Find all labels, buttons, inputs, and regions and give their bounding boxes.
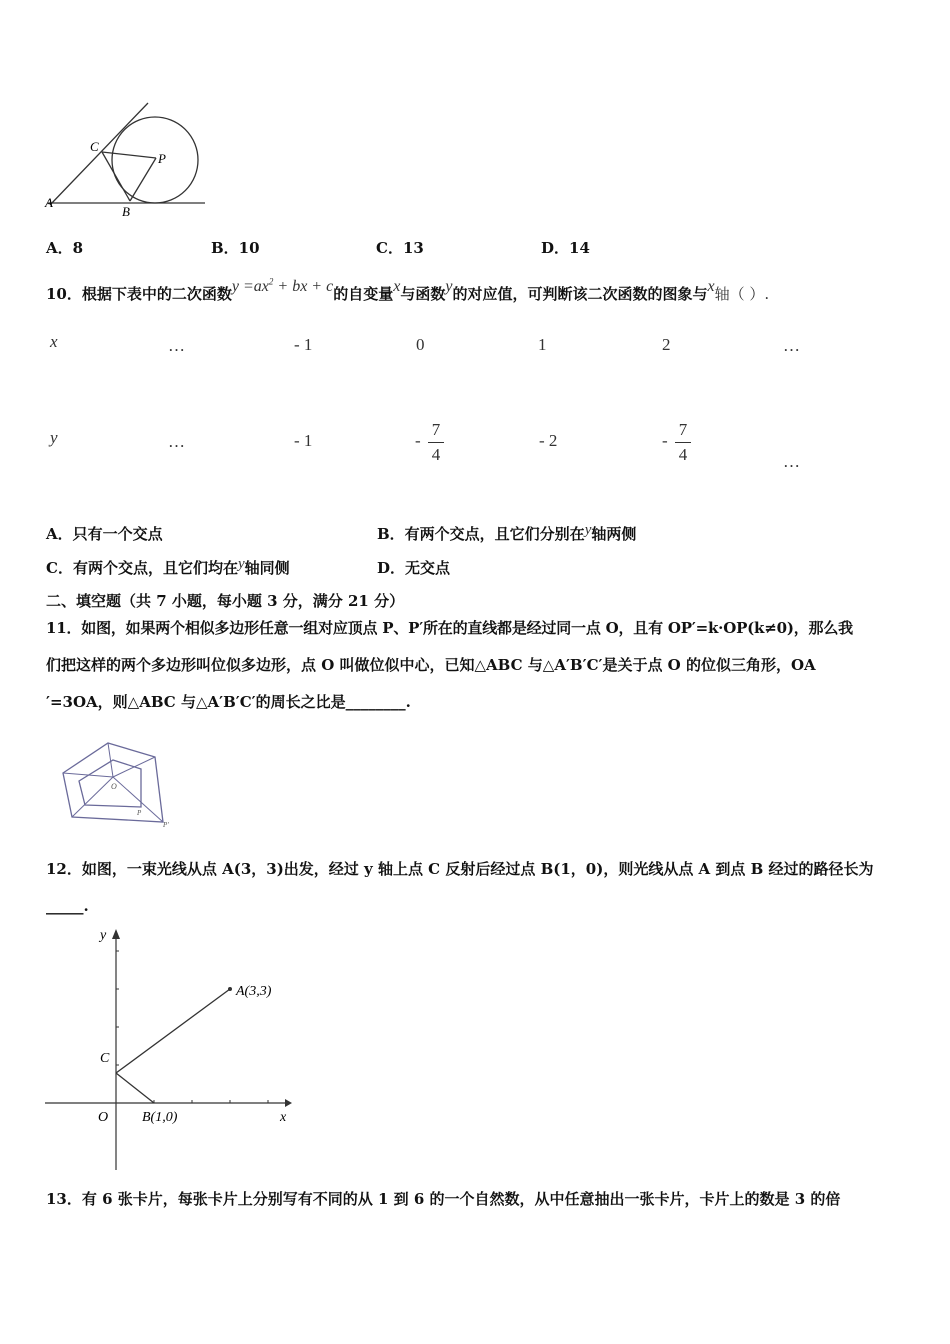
q10-text-3: 与函数 xyxy=(400,285,446,303)
q11-figure xyxy=(55,735,185,830)
ray-cb xyxy=(116,1073,154,1103)
q10-table-y-cell: - 1 xyxy=(294,431,313,450)
q10-table-y-cell: … xyxy=(783,452,800,471)
inner-pentagon xyxy=(79,760,141,807)
q10-fraction-numerator: 7 xyxy=(678,420,688,439)
label-c: C xyxy=(90,139,99,154)
q10-fraction-denominator: 4 xyxy=(431,445,441,464)
q10-var-x: x xyxy=(393,278,401,295)
q10-fraction-bar xyxy=(675,442,691,443)
q10-table-y-cell: - 2 xyxy=(539,431,558,450)
label-y: y xyxy=(100,928,107,943)
q10-fraction-denominator: 4 xyxy=(678,445,688,464)
q10-table-x-cell: … xyxy=(783,336,800,355)
ray xyxy=(63,773,113,777)
q10-text-2: 的自变量 xyxy=(333,285,394,303)
label-p: P xyxy=(158,151,166,166)
section-heading: 二、填空题（共 7 小题，每小题 3 分，满分 21 分） xyxy=(46,592,405,610)
q10-option-b-var: y xyxy=(584,522,592,538)
q10-table-x-cell: 1 xyxy=(538,335,547,354)
q10-number: 10． xyxy=(46,285,82,303)
ray xyxy=(72,777,113,817)
q10-table-x-label: x xyxy=(50,332,58,351)
q10-table-x-cell: … xyxy=(168,336,185,355)
q10-text-1: 根据下表中的二次函数 xyxy=(81,285,232,303)
q12-figure xyxy=(40,925,300,1175)
point-a xyxy=(228,987,232,991)
q10-var-y: y xyxy=(445,278,453,295)
label-p-prime: P′ xyxy=(163,821,169,829)
q10-formula-a: y =ax xyxy=(231,278,269,295)
label-x: x xyxy=(280,1110,287,1125)
ray xyxy=(113,757,155,777)
segment-pb xyxy=(130,158,156,201)
q12-line-2: _____. xyxy=(46,897,89,915)
q10-option-d: D．无交点 xyxy=(377,559,451,577)
q10-option-b-post: 轴两侧 xyxy=(591,525,637,543)
label-a: A xyxy=(45,195,53,210)
q11-line-3: ′=3OA，则△ABC 与△A′B′C′的周长之比是________. xyxy=(46,693,411,711)
q10-table-x-cell: - 1 xyxy=(294,335,313,354)
tangent-line-ac xyxy=(50,103,148,205)
q10-option-c xyxy=(46,557,290,578)
q10-stem xyxy=(46,276,770,304)
q10-text-5: 轴（ ）. xyxy=(714,285,770,303)
q10-fraction-bar xyxy=(428,442,444,443)
q9-option-c: C．13 xyxy=(376,239,424,257)
q10-table-x-cell: 2 xyxy=(662,335,671,354)
segment-cb xyxy=(102,152,130,201)
y-axis-arrow xyxy=(112,929,120,939)
q10-option-c-pre: C．有两个交点，且它们均在 xyxy=(46,559,238,577)
label-o: O xyxy=(111,782,117,791)
q10-option-b-pre: B．有两个交点，且它们分别在 xyxy=(377,525,585,543)
q10-fraction-numerator: 7 xyxy=(431,420,441,439)
q9-option-a: A．8 xyxy=(46,239,84,257)
label-b: B xyxy=(122,204,130,219)
q10-option-c-var: y xyxy=(237,556,245,572)
segment-cp xyxy=(102,152,156,158)
label-o: O xyxy=(98,1110,109,1125)
q10-table-y-cell: - xyxy=(415,431,421,450)
q9-option-b: B．10 xyxy=(211,239,260,257)
q10-option-b xyxy=(377,523,636,544)
q12-line-1: 12．如图，一束光线从点 A(3，3)出发，经过 y 轴上点 C 反射后经过点 B(1，0)，则光线从点 A 到点 B 经过的路径长为 xyxy=(46,860,874,878)
q10-table-x-cell: 0 xyxy=(416,335,425,354)
ray-ac xyxy=(116,989,230,1073)
label-a: A(3,3) xyxy=(236,984,272,999)
q10-var-x2: x xyxy=(707,278,715,295)
label-p: P xyxy=(137,809,142,817)
q9-figure xyxy=(40,95,215,220)
q10-text-4: 的对应值，可判断该二次函数的图象与 xyxy=(452,285,708,303)
q10-formula-b: + bx + c xyxy=(273,278,334,295)
q10-table-y-cell: - xyxy=(662,431,668,450)
q13-line-1: 13．有 6 张卡片，每张卡片上分别写有不同的从 1 到 6 的一个自然数，从中任意抽出一张卡片，卡片上的数是 3 的倍 xyxy=(46,1190,841,1208)
q10-table-y-label: y xyxy=(50,428,58,447)
label-c: C xyxy=(100,1051,110,1066)
q10-formula-exp: 2 xyxy=(268,276,274,287)
q11-line-1: 11．如图，如果两个相似多边形任意一组对应顶点 P、P′所在的直线都是经过同一点 O，且有 OP′=k·OP(k≠0)，那么我 xyxy=(46,619,853,637)
q9-option-d: D．14 xyxy=(541,239,590,257)
q11-line-2: 们把这样的两个多边形叫位似多边形，点 O 叫做位似中心，已知△ABC 与△A′B′C′是关于点 O 的位似三角形，OA xyxy=(46,656,816,674)
label-b: B(1,0) xyxy=(142,1110,178,1125)
q10-table-y-cell: … xyxy=(168,432,185,451)
q10-option-c-post: 轴同侧 xyxy=(244,559,290,577)
q10-option-a: A．只有一个交点 xyxy=(46,525,163,543)
x-axis-arrow xyxy=(285,1099,292,1107)
